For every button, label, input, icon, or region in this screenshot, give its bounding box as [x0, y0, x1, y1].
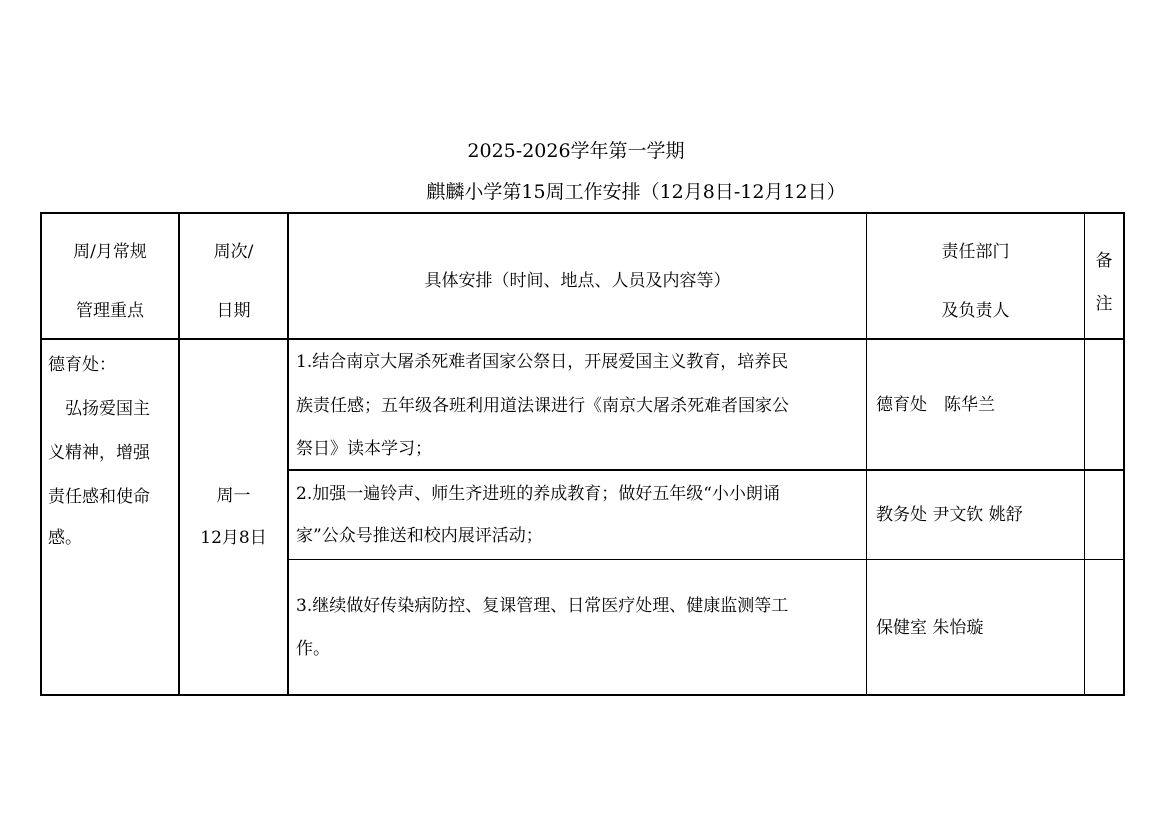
- header-remarks-line2: 注: [1095, 294, 1113, 314]
- table-border-bottom: [40, 694, 1125, 696]
- header-date-line1: 周次/: [213, 242, 254, 262]
- row1-line2: 族责任感；五年级各班利用道法课进行《南京大屠杀死难者国家公: [296, 396, 789, 416]
- day-date: 12月8日: [200, 528, 267, 548]
- focus-line1: 德育处：: [48, 355, 116, 375]
- table-header-divider: [40, 338, 1125, 340]
- row1-dept: 德育处 陈华兰: [876, 395, 995, 415]
- header-remarks-line1: 备: [1095, 251, 1113, 271]
- header-focus-line1: 周/月常规: [73, 242, 147, 262]
- row-divider-2: [288, 559, 1125, 560]
- row1-line3: 祭日》读本学习；: [296, 439, 432, 459]
- header-dept-line2: 及负责人: [941, 301, 1010, 321]
- table-border-top: [40, 212, 1125, 214]
- focus-line5: 感。: [48, 528, 82, 548]
- row3-line2: 作。: [296, 639, 330, 659]
- row2-dept: 教务处 尹文钦 姚舒: [876, 505, 1023, 525]
- table-border-right: [1123, 212, 1125, 696]
- header-date-line2: 日期: [216, 301, 251, 321]
- row2-line2: 家”公众号推送和校内展评活动；: [296, 526, 543, 546]
- header-dept-line1: 责任部门: [941, 242, 1010, 262]
- row1-line1: 1.结合南京大屠杀死难者国家公祭日，开展爱国主义教育，培养民: [296, 352, 789, 372]
- page-title-term: 2025-2026学年第一学期: [467, 140, 685, 162]
- header-arrangement: 具体安排（时间、地点、人员及内容等）: [424, 271, 731, 291]
- row3-dept: 保健室 朱怡璇: [876, 618, 984, 638]
- day-weekday: 周一: [216, 486, 251, 506]
- row3-line1: 3.继续做好传染病防控、复课管理、日常医疗处理、健康监测等工: [296, 596, 789, 616]
- focus-line2: 弘扬爱国主: [48, 399, 150, 419]
- row2-line1: 2.加强一遍铃声、师生齐进班的养成教育；做好五年级“小小朗诵: [296, 484, 780, 504]
- page-title-schedule: 麒麟小学第15周工作安排（12月8日-12月12日）: [426, 181, 846, 203]
- col-divider-1: [178, 212, 180, 696]
- focus-line4: 责任感和使命: [48, 487, 150, 507]
- header-focus-line2: 管理重点: [76, 301, 144, 321]
- focus-line3: 义精神，增强: [48, 443, 150, 463]
- table-border-left: [40, 212, 42, 696]
- col-divider-3: [866, 212, 867, 696]
